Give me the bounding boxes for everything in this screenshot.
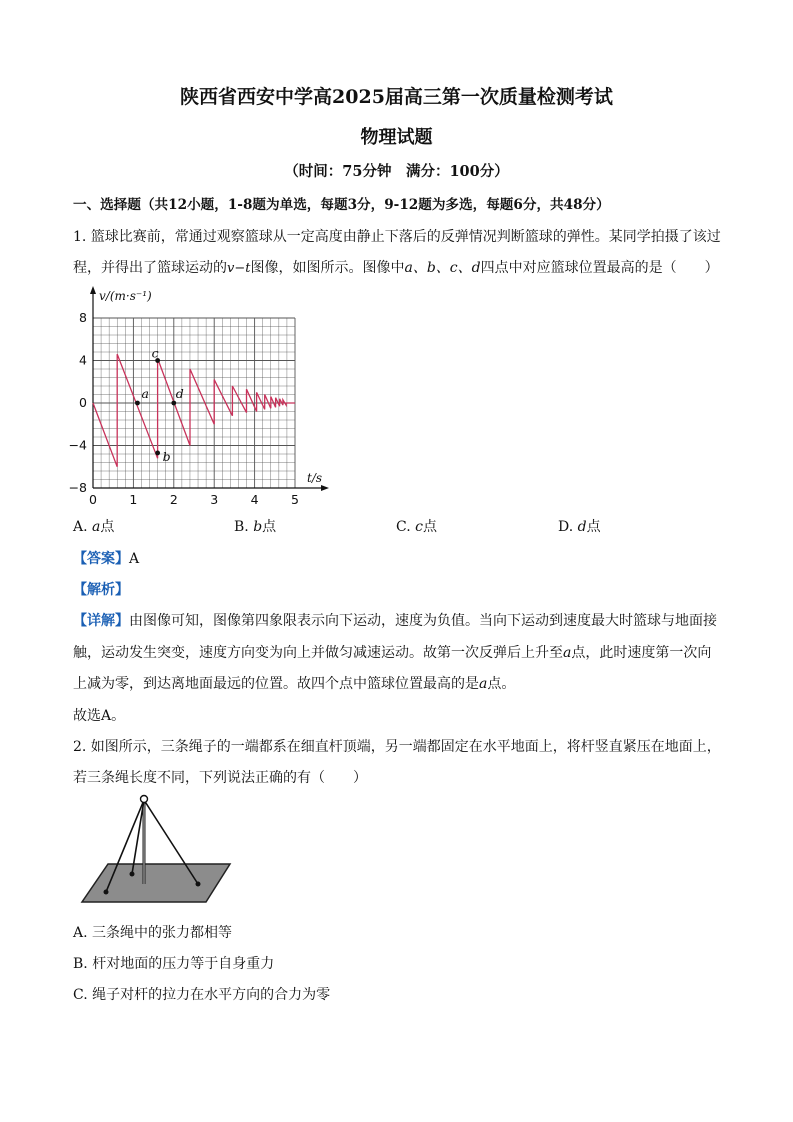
vt-curve [93,354,295,467]
y-tick-label: 8 [79,310,87,325]
point-a [135,401,140,406]
q1-option-c[interactable]: C. c点 [396,519,437,535]
y-axis-label: v/(m·s⁻¹) [99,289,152,303]
point-label-b: b [162,448,171,464]
answer-tag: 【答案】 [73,551,129,567]
x-axis-label: t/s [307,471,323,485]
analysis-tag: 【解析】 [73,582,129,598]
q1-option-d[interactable]: D. d点 [558,519,601,535]
anchor-right [196,882,201,887]
vt-symbol: v−t [227,261,251,276]
y-axis-arrow [90,286,96,294]
x-axis-arrow [321,485,329,491]
q2-option-b[interactable]: B. 杆对地面的压力等于自身重力 [73,956,275,972]
q1-stem-line2: 程，并得出了篮球运动的v−t图像，如图所示。图像中a、b、c、d四点中对应篮球位置最高的是（ ） [73,260,719,276]
y-tick-label: −8 [68,480,87,495]
q2-stem-line2: 若三条绳长度不同，下列说法正确的有（ ） [73,770,367,786]
analysis-line [73,579,129,599]
pole-ropes-figure [78,792,238,907]
q1-option-a[interactable]: A. a点 [73,519,115,535]
detail-line3: 上减为零，到达离地面最远的位置。故四个点中篮球位置最高的是a点。 [73,676,516,692]
x-tick-label: 0 [89,492,97,507]
section-heading: 一、选择题（共12小题，1-8题为单选，每题3分，9-12题为多选，每题6分，共48分） [73,197,610,213]
answer-value: A [129,551,140,567]
point-b [155,451,160,456]
q2-stem-line1: 2. 如图所示，三条绳子的一端都系在细直杆顶端，另一端都固定在水平地面上，将杆竖直紧压在地面上， [73,739,721,755]
vt-chart [60,285,350,510]
y-tick-label: 0 [79,395,87,410]
point-label-d: d [175,386,184,401]
answer-line [73,548,139,568]
detail-tag: 【详解】 [73,613,129,629]
rope-middle [132,800,144,874]
x-tick-label: 2 [169,492,178,507]
point-d [171,401,176,406]
pole-top-knot [141,796,148,803]
y-tick-label: 4 [79,352,87,368]
x-tick-label: 4 [250,492,259,507]
x-tick-label: 3 [210,492,219,507]
q1-option-b[interactable]: B. b点 [234,519,277,535]
x-tick-label: 5 [291,492,299,507]
conclusion: 故选A。 [73,708,126,724]
q1-stem-line1: 1. 篮球比赛前，常通过观察篮球从一定高度由静止下落后的反弹情况判断篮球的弹性。某同学拍摄了该过 [73,229,721,245]
point-label-a: a [141,386,149,401]
detail-line2: 触，运动发生突变，速度方向变为向上并做匀减速运动。故第一次反弹后上升至a点，此时速度第一次向 [73,645,712,661]
y-tick-label: −4 [68,437,87,453]
detail-line1: 【详解】由图像可知，图像第四象限表示向下运动，速度为负值。当向下运动到速度最大时篮球与地面接 [73,613,717,629]
x-tick-label: 1 [129,492,138,507]
ground-plane [82,864,230,902]
time-info: （时间：75分钟 满分：100分） [284,163,509,180]
anchor-left [104,890,109,895]
exam-title: 陕西省西安中学高2025届高三第一次质量检测考试 [180,86,613,108]
subject-title: 物理试题 [360,127,433,148]
point-label-c: c [151,345,159,361]
q2-option-c[interactable]: C. 绳子对杆的拉力在水平方向的合力为零 [73,987,331,1003]
q2-option-a[interactable]: A. 三条绳中的张力都相等 [73,925,233,941]
anchor-middle [130,872,135,877]
